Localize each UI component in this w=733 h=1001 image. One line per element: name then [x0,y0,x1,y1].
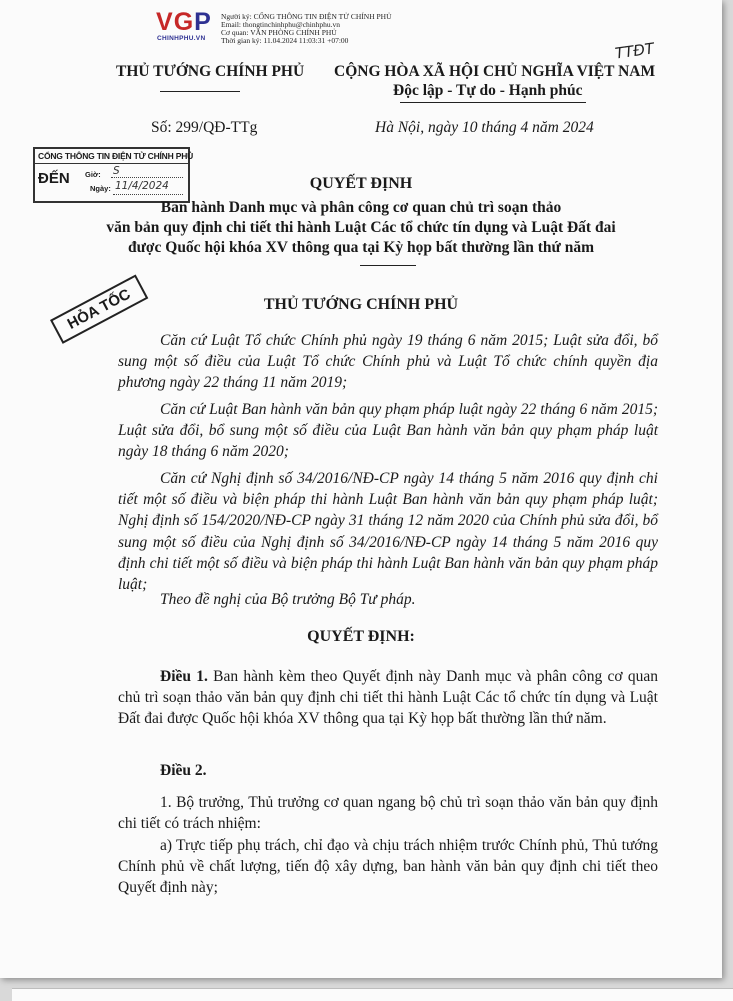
authority-heading: THỦ TƯỚNG CHÍNH PHỦ [263,296,459,313]
legal-basis: Căn cứ Luật Tổ chức Chính phủ ngày 19 tháng 6 năm 2015; Luật sửa đổi, bổ sung một số điều của Luật Tổ chức Chính phủ và Luật Tổ chức chính quyền địa phương ngày 22 tháng 11 năm 2019; [118,332,658,392]
stamp-date-dots [113,194,183,195]
place-date: Hà Nội, ngày 10 tháng 4 năm 2024 [375,119,594,136]
issuer-name: THỦ TƯỚNG CHÍNH PHỦ [116,63,305,80]
decides-heading: QUYẾT ĐỊNH: [307,628,415,645]
legal-basis: Theo đề nghị của Bộ trưởng Bộ Tư pháp. [160,591,416,608]
article-1-text: Ban hành kèm theo Quyết định này Danh mục và phân công cơ quan chủ trì soạn thảo văn bản quy định chi tiết thi hành Luật Các tổ chức tín dụng và Luật Đất đai được Quốc hội khóa XV thông qua tại Kỳ họp bất thường lần thứ năm. [118,668,658,728]
decision-subject-line: được Quốc hội khóa XV thông qua tại Kỳ họp bất thường lần thứ năm [128,239,594,256]
signature-email: Email: thongtinchinhphu@chinhphu.vn [221,20,340,29]
issuer-underline [160,91,240,92]
article-2-item-1: 1. Bộ trưởng, Thủ trưởng cơ quan ngang bộ chủ trì soạn thảo văn bản quy định chi tiết có trách nhiệm: [118,794,658,833]
article-2-item-1a: a) Trực tiếp phụ trách, chỉ đạo và chịu trách nhiệm trước Chính phủ, Thủ tướng Chính phủ về chất lượng, tiến độ xây dựng, ban hành văn bản quy định chi tiết theo Quyết định này; [118,837,658,897]
decision-subject-line: Ban hành Danh mục và phân công cơ quan chủ trì soạn thảo [160,199,562,216]
decision-title: QUYẾT ĐỊNH [309,175,413,192]
stamp-date-label: Ngày: [90,184,111,193]
legal-basis: Căn cứ Nghị định số 34/2016/NĐ-CP ngày 14 tháng 5 năm 2016 quy định chi tiết một số điều và biện pháp thi hành Luật Ban hành văn bản quy phạm pháp luật; Nghị định số 154/2020/NĐ-CP ngày 31 tháng 12 năm 2020 của Chính phủ sửa đổi, bổ sung một số điều của Nghị định số 34/2016/NĐ-CP ngày 14 tháng 5 năm 2016 quy định chi tiết một số điều và biện pháp thi hành Luật Ban hành văn bản quy phạm pháp luật; [118,470,658,594]
article-1 [118,666,658,730]
legal-basis: Căn cứ Luật Ban hành văn bản quy phạm pháp luật ngày 22 tháng 6 năm 2015; Luật sửa đổi, bổ sung một số điều của Luật Ban hành văn bản quy phạm pháp luật ngày 18 tháng 6 năm 2020; [118,401,658,461]
signature-signer: Người ký: CỔNG THÔNG TIN ĐIỆN TỬ CHÍNH PHỦ [221,12,392,21]
vgp-logo: VGP [156,8,212,36]
stamp-date-value: 11/4/2024 [115,180,169,192]
stamp-den: ĐẾN [38,170,70,187]
decision-subject-line: văn bản quy định chi tiết thi hành Luật Các tổ chức tín dụng và Luật Đất đai [106,219,616,236]
stamp-time-label: Giờ: [85,170,101,179]
subject-underline [360,265,416,266]
stamp-time-value: S [113,165,120,177]
urgent-stamp: HỎA TỐC [50,275,148,344]
stamp-title: CỔNG THÔNG TIN ĐIỆN TỬ CHÍNH PHỦ [38,151,194,161]
vgp-logo-caption: CHINHPHU.VN [157,35,206,42]
signature-time: Thời gian ký: 11.04.2024 11:03:31 +07:00 [221,36,349,45]
national-motto: Độc lập - Tự do - Hạnh phúc [393,82,583,99]
next-page-edge [12,988,733,1001]
article-2-label: Điều 2. [160,762,207,779]
nation-name: CỘNG HÒA XÃ HỘI CHỦ NGHĨA VIỆT NAM [334,63,656,80]
motto-underline [400,102,586,103]
stamp-divider [35,163,188,164]
document-number: Số: 299/QĐ-TTg [151,119,258,136]
article-1-label: Điều 1. [160,668,208,685]
signature-agency: Cơ quan: VĂN PHÒNG CHÍNH PHỦ [221,28,337,37]
handwritten-note: TTĐT [613,39,656,63]
